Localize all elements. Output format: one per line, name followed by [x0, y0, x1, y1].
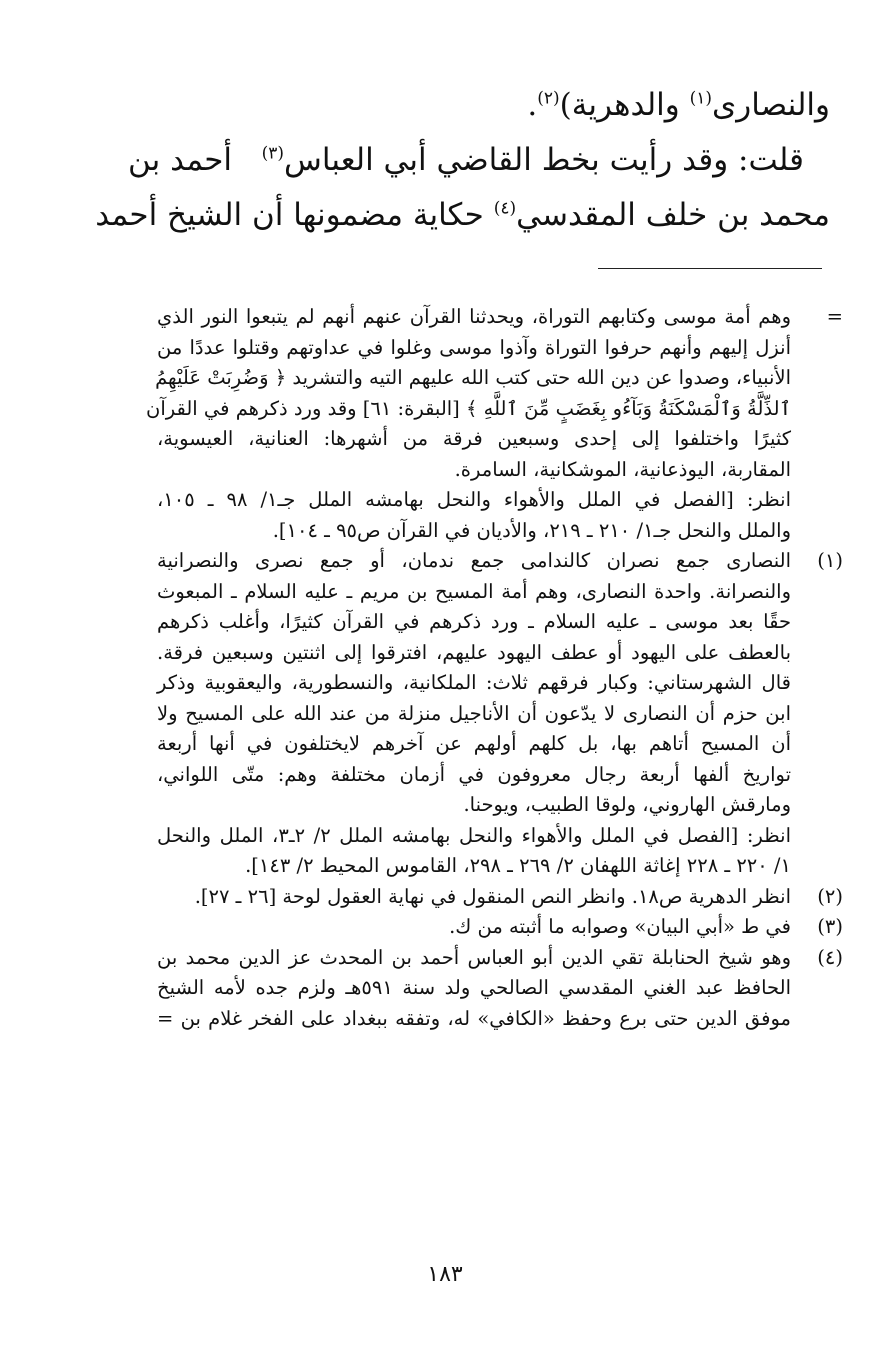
- footnote-line: المقاربة، اليوذعانية، الموشكانية، السامرة.: [454, 457, 791, 481]
- footnote-ref-2: (٢): [537, 88, 560, 109]
- footnote-line: موفق الدين حتى برع وحفظ «الكافي» له، وتفقه ببغداد على الفخر غلام بن =: [157, 1006, 791, 1030]
- footnote-ref-1: (١): [689, 88, 713, 109]
- footnote-line: قال الشهرستاني: وكبار فرقهم ثلاث: الملكانية، والنسطورية، واليعقوبية وذكر: [157, 671, 791, 694]
- footnote-line: حقًا بعد موسى ـ عليه السلام ـ ورد ذكرهم في القرآن كثيرًا، وأغلب ذكرهم: [157, 610, 791, 633]
- footnote-line: ابن حزم أن النصارى لا يدّعون أن الأناجيل منزلة من عند الله على المسيح ولا: [157, 701, 791, 725]
- footnote-line: ٱلذِّلَّةُ وَٱلْمَسْكَنَةُ وَبَآءُو بِغَضَبٍ مِّنَ ٱللَّهِ ﴾ [البقرة: ٦١] وقد ورد ذكرهم في القرآن: [146, 396, 791, 420]
- footnote-reference-line: والملل والنحل جـ١/ ٢١٠ ـ ٢١٩، والأديان في القرآن ص٩٥ ـ ١٠٤].: [272, 518, 791, 542]
- footnote-3: [157, 912, 843, 943]
- footnote-line: الحافظ عبد الغني المقدسي الصالحي ولد سنة ٥٩١هـ ولزم جده لأمه الشيخ: [157, 976, 792, 999]
- footnote-line: كثيرًا واختلفوا إلى إحدى وسبعين فرقة من أشهرها: العنانية، العيسوية،: [157, 427, 791, 450]
- main-line-3-text-b: حكاية مضمونها أن الشيخ أحمد: [95, 197, 484, 233]
- footnote-reference-line: ١/ ٢٢٠ ـ ٢٢٨ إغاثة اللهفان ٢/ ٢٦٩ ـ ٢٩٨، القاموس المحيط ٢/ ١٤٣].: [245, 854, 791, 877]
- main-line-1-text-b: والدهرية): [559, 87, 680, 123]
- main-line-2-text-b: أحمد بن: [128, 142, 233, 178]
- footnote-3-number: (٣): [817, 915, 843, 938]
- page-number: ١٨٣: [427, 1262, 463, 1287]
- footnote-line: تواريخ ألفها أربعة رجال معروفون في أزمان مختلفة وهم: متّى اللواني،: [157, 762, 791, 786]
- footnote-line: والنصرانة. واحدة النصارى، وهم أمة المسيح بن مريم ـ عليه السلام ـ المبعوث: [157, 579, 791, 603]
- footnote-ref-4: (٤): [493, 198, 517, 219]
- footnote-1-number: (١): [817, 549, 843, 572]
- main-line-2: [128, 133, 830, 188]
- footnote-line: انظر الدهرية ص١٨. وانظر النص المنقول في نهاية العقول لوحة [٢٦ ـ ٢٧].: [194, 884, 791, 908]
- footnote-line: وهم أمة موسى وكتابهم التوراة، ويحدثنا القرآن عنهم أنهم لم يتبعوا النور الذي: [157, 305, 791, 328]
- continuation-marker: =: [826, 305, 843, 328]
- footnote-4-number: (٤): [817, 945, 843, 969]
- main-line-1-text-a: والنصارى: [712, 87, 830, 123]
- footnotes: [146, 302, 843, 1034]
- footnote-separator: [598, 268, 822, 269]
- footnote-line: ومارقش الهاروني، ولوقا الطبيب، ويوحنا.: [463, 793, 791, 816]
- main-line-3-text-a: محمد بن خلف المقدسي: [516, 197, 830, 233]
- footnote-1: [157, 546, 843, 882]
- main-line-1: [150, 78, 830, 133]
- main-body-text: [95, 78, 830, 243]
- main-line-3: [95, 188, 830, 243]
- footnote-line: أن المسيح أتاهم بها، بل كلهم أولهم عن آخرهم لايختلفون في أنها أربعة: [157, 732, 791, 755]
- footnote-line: بالعطف على اليهود أو عطف اليهود عليهم، افترقوا إلى اثنتين وسبعين فرقة.: [157, 640, 791, 664]
- footnote-4: [157, 943, 843, 1035]
- main-line-1-period: .: [527, 87, 538, 123]
- footnote-line: وهو شيخ الحنابلة تقي الدين أبو العباس أحمد بن المحدث عز الدين محمد بن: [157, 945, 791, 969]
- footnote-reference-line: انظر: [الفصل في الملل والأهواء والنحل بهامشه الملل ٢/ ٢ـ٣، الملل والنحل: [157, 823, 791, 847]
- footnote-2-number: (٢): [817, 884, 843, 908]
- main-line-2-text-a: قلت: وقد رأيت بخط القاضي أبي العباس: [284, 142, 804, 178]
- footnote-line: النصارى جمع نصران كالندامى جمع ندمان، أو جمع نصرى والنصرانية: [157, 549, 791, 572]
- footnote-reference-line: انظر: [الفصل في الملل والأهواء والنحل بهامشه الملل جـ١/ ٩٨ ـ ١٠٥،: [157, 488, 791, 511]
- footnote-continuation: [146, 302, 843, 546]
- footnote-line: أنزل إليهم وأنهم حرفوا التوراة وآذوا موسى وغلوا في عداوتهم وقتلوا عددًا من: [157, 335, 791, 359]
- footnote-line: في ط «أبي البيان» وصوابه ما أثبته من ك.: [449, 915, 791, 938]
- footnote-2: [157, 882, 843, 913]
- footnote-line: الأنبياء، وصدوا عن دين الله حتى كتب الله عليهم التيه والتشريد ﴿ وَضُرِبَتْ عَلَيْهِمُ: [155, 366, 791, 389]
- footnote-ref-3: (٣): [261, 143, 285, 164]
